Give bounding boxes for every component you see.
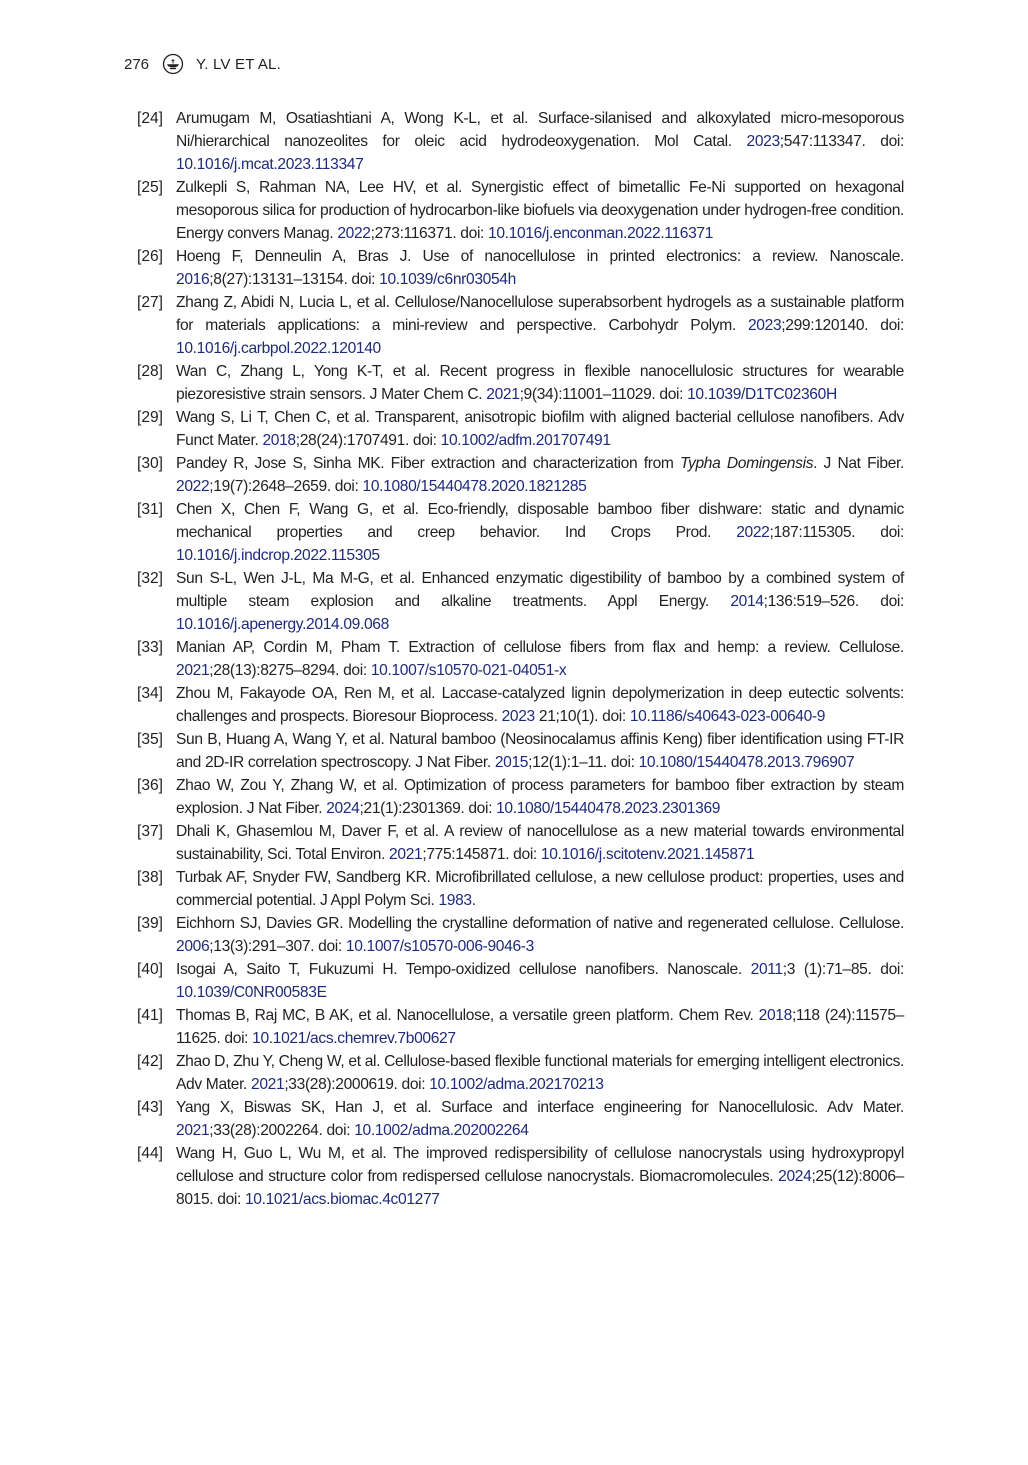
reference-text: ;187:115305. doi: xyxy=(769,524,904,541)
reference-doi-link[interactable]: 10.1039/c6nr03054h xyxy=(379,271,516,288)
reference-year-link[interactable]: 2006 xyxy=(176,938,210,955)
page-number: 276 xyxy=(124,55,150,73)
reference-text: ;28(13):8275–8294. doi: xyxy=(209,662,371,679)
reference-doi-link[interactable]: 10.1039/C0NR00583E xyxy=(176,984,327,1001)
reference-doi-link[interactable]: 10.1007/s10570-006-9046-3 xyxy=(345,938,534,955)
reference-text: ;12(1):1–11. doi: xyxy=(528,754,639,771)
reference-doi-link[interactable]: 10.1080/15440478.2020.1821285 xyxy=(362,478,587,495)
reference-item xyxy=(137,245,904,291)
reference-number: [31] xyxy=(137,501,164,518)
reference-text: 21;10(1). doi: xyxy=(534,708,630,725)
reference-item xyxy=(137,774,904,820)
reference-year-link[interactable]: 2018 xyxy=(758,1007,792,1024)
reference-text: Arumugam M, Osatiashtiani A, Wong K-L, et al. Surface-silanised and alkoxylated micro-mesoporous Ni/hierarchical nanozeolites for oleic acid hydrodeoxygenation. Mol Catal. xyxy=(176,110,904,150)
reference-doi-link[interactable]: 10.1007/s10570-021-04051-x xyxy=(370,662,567,679)
reference-text: Zhou M, Fakayode OA, Ren M, et al. Laccase-catalyzed lignin depolymerization in deep eutectic solvents: challenges and prospects. Bioresour Bioprocess. xyxy=(176,685,904,725)
reference-doi-link[interactable]: 10.1016/j.mcat.2023.113347 xyxy=(176,156,364,173)
reference-item xyxy=(137,291,904,360)
reference-year-link[interactable]: 2024 xyxy=(326,800,360,817)
reference-year-link[interactable]: 2011 xyxy=(750,961,783,978)
reference-item xyxy=(137,176,904,245)
reference-item xyxy=(137,820,904,866)
reference-text: Eichhorn SJ, Davies GR. Modelling the crystalline deformation of native and regenerated cellulose. Cellulose. xyxy=(176,915,904,932)
reference-item xyxy=(137,567,904,636)
reference-text: ;3 (1):71–85. doi: xyxy=(782,961,904,978)
reference-number: [36] xyxy=(137,777,164,794)
reference-doi-link[interactable]: 10.1016/j.indcrop.2022.115305 xyxy=(176,547,380,564)
reference-text: Dhali K, Ghasemlou M, Daver F, et al. A review of nanocellulose as a new material towards environmental sustainability, Sci. Total Environ. xyxy=(176,823,904,863)
reference-item xyxy=(137,1096,904,1142)
reference-doi-link[interactable]: 10.1016/j.apenergy.2014.09.068 xyxy=(176,616,389,633)
reference-year-link[interactable]: 2021 xyxy=(176,662,210,679)
reference-text: Pandey R, Jose S, Sinha MK. Fiber extraction and characterization from xyxy=(176,455,680,472)
reference-text: ;9(34):11001–11029. doi: xyxy=(519,386,688,403)
reference-text: ;299:120140. doi: xyxy=(781,317,905,334)
reference-text: ;136:519–526. doi: xyxy=(763,593,904,610)
reference-year-link[interactable]: 2023 xyxy=(501,708,535,725)
reference-text: . J Nat Fiber. xyxy=(813,455,904,472)
reference-number: [24] xyxy=(137,110,164,127)
reference-text: Zhao D, Zhu Y, Cheng W, et al. Cellulose-based flexible functional materials for emerging intelligent electronics. Adv Mater. xyxy=(176,1053,904,1093)
reference-item xyxy=(137,866,904,912)
reference-item xyxy=(137,1142,904,1211)
reference-text: Wan C, Zhang L, Yong K-T, et al. Recent progress in flexible nanocellulosic structures for wearable piezoresistive strain sensors. J Mater Chem C. xyxy=(176,363,904,403)
reference-text: Chen X, Chen F, Wang G, et al. Eco-friendly, disposable bamboo fiber dishware: static and dynamic mechanical properties and creep behavior. Ind Crops Prod. xyxy=(176,501,904,541)
reference-item xyxy=(137,360,904,406)
reference-number: [33] xyxy=(137,639,164,656)
reference-text: ;13(3):291–307. doi: xyxy=(209,938,346,955)
reference-italic-text: Typha Domingensis xyxy=(679,455,814,472)
reference-item xyxy=(137,498,904,567)
reference-doi-link[interactable]: 10.1021/acs.biomac.4c01277 xyxy=(244,1191,440,1208)
reference-number: [40] xyxy=(137,961,164,978)
reference-text: ;547:113347. doi: xyxy=(779,133,904,150)
reference-year-link[interactable]: 2018 xyxy=(262,432,296,449)
reference-number: [35] xyxy=(137,731,164,748)
reference-text: Hoeng F, Denneulin A, Bras J. Use of nanocellulose in printed electronics: a review. Nanoscale. xyxy=(176,248,904,265)
reference-item xyxy=(137,452,904,498)
reference-text: Yang X, Biswas SK, Han J, et al. Surface and interface engineering for Nanocellulosic. Adv Mater. xyxy=(176,1099,904,1116)
reference-doi-link[interactable]: 10.1021/acs.chemrev.7b00627 xyxy=(252,1030,456,1047)
reference-item xyxy=(137,1050,904,1096)
reference-item xyxy=(137,958,904,1004)
reference-text: ;118 (24):11575–11625. doi: xyxy=(176,1007,904,1047)
reference-text: Zhang Z, Abidi N, Lucia L, et al. Cellulose/Nanocellulose superabsorbent hydrogels as a sustainable platform for materials applications: a mini-review and perspective. Carbohydr Polym. xyxy=(176,294,904,334)
reference-number: [37] xyxy=(137,823,164,840)
reference-number: [32] xyxy=(137,570,164,587)
reference-text: Wang S, Li T, Chen C, et al. Transparent, anisotropic biofilm with aligned bacterial cellulose nanofibers. Adv Funct Mater. xyxy=(176,409,904,449)
reference-year-link[interactable]: 2022 xyxy=(176,478,210,495)
reference-year-link[interactable]: 2024 xyxy=(778,1168,812,1185)
reference-number: [29] xyxy=(137,409,164,426)
reference-item xyxy=(137,912,904,958)
reference-text: Sun S-L, Wen J-L, Ma M-G, et al. Enhanced enzymatic digestibility of bamboo by a combined system of multiple steam explosion and alkaline treatments. Appl Energy. xyxy=(176,570,904,610)
reference-number: [30] xyxy=(137,455,164,472)
reference-number: [43] xyxy=(137,1099,164,1116)
reference-doi-link[interactable]: 10.1002/adma.202170213 xyxy=(429,1076,604,1093)
reference-year-link[interactable]: 2022 xyxy=(736,524,770,541)
reference-text: Sun B, Huang A, Wang Y, et al. Natural bamboo (Neosinocalamus affinis Keng) fiber identification using FT-IR and 2D-IR correlation spectroscopy. J Nat Fiber. xyxy=(176,731,904,771)
reference-year-link[interactable]: 2022 xyxy=(337,225,371,242)
reference-item xyxy=(137,636,904,682)
reference-year-link[interactable]: 2021 xyxy=(251,1076,285,1093)
reference-doi-link[interactable]: 10.1002/adfm.201707491 xyxy=(440,432,611,449)
reference-item xyxy=(137,107,904,176)
reference-number: [41] xyxy=(137,1007,164,1024)
reference-doi-link[interactable]: 10.1016/j.enconman.2022.116371 xyxy=(488,225,714,242)
reference-year-link[interactable]: 2021 xyxy=(486,386,520,403)
reference-text: ;19(7):2648–2659. doi: xyxy=(209,478,363,495)
reference-list xyxy=(137,107,904,1211)
reference-text: Thomas B, Raj MC, B AK, et al. Nanocellulose, a versatile green platform. Chem Rev. xyxy=(176,1007,759,1024)
reference-text: ;33(28):2000619. doi: xyxy=(284,1076,430,1093)
reference-year-link[interactable]: 2016 xyxy=(176,271,210,288)
reference-text: Zulkepli S, Rahman NA, Lee HV, et al. Synergistic effect of bimetallic Fe-Ni supported on hexagonal mesoporous silica for production of hydrocarbon-like biofuels via deoxygenation under hydrogen-free condition. Energy convers Manag. xyxy=(176,179,904,242)
reference-number: [27] xyxy=(137,294,164,311)
reference-text: ;21(1):2301369. doi: xyxy=(359,800,497,817)
page-header xyxy=(124,53,281,75)
reference-text: Turbak AF, Snyder FW, Sandberg KR. Microfibrillated cellulose, a new cellulose product: properties, uses and commercial potential. J Appl Polym Sci. xyxy=(176,869,904,909)
reference-number: [28] xyxy=(137,363,164,380)
reference-doi-link[interactable]: 10.1080/15440478.2013.796907 xyxy=(638,754,855,771)
reference-doi-link[interactable]: 10.1039/D1TC02360H xyxy=(687,386,837,403)
reference-number: [25] xyxy=(137,179,164,196)
reference-text: ;33(28):2002264. doi: xyxy=(209,1122,355,1139)
reference-year-link[interactable]: 1983 xyxy=(438,892,472,909)
reference-year-link[interactable]: 2015 xyxy=(494,754,529,771)
reference-year-link[interactable]: 2023 xyxy=(747,317,782,334)
reference-item xyxy=(137,682,904,728)
reference-number: [44] xyxy=(137,1145,164,1162)
reference-doi-link[interactable]: 10.1002/adma.202002264 xyxy=(354,1122,529,1139)
reference-text: Zhao W, Zou Y, Zhang W, et al. Optimization of process parameters for bamboo fiber extraction by steam explosion. J Nat Fiber. xyxy=(176,777,904,817)
reference-doi-link[interactable]: 10.1080/15440478.2023.2301369 xyxy=(496,800,721,817)
publisher-lamp-icon xyxy=(162,53,184,75)
reference-item xyxy=(137,728,904,774)
reference-year-link[interactable]: 2021 xyxy=(389,846,423,863)
reference-number: [34] xyxy=(137,685,164,702)
reference-item xyxy=(137,1004,904,1050)
reference-text: ;8(27):13131–13154. doi: xyxy=(209,271,380,288)
reference-text: Wang H, Guo L, Wu M, et al. The improved redispersibility of cellulose nanocrystals using hydroxypropyl cellulose and structure color from redispersed cellulose nanocrystals. Biomacromolecules. xyxy=(176,1145,904,1185)
reference-item xyxy=(137,406,904,452)
reference-text: ;28(24):1707491. doi: xyxy=(295,432,441,449)
reference-number: [38] xyxy=(137,869,164,886)
reference-number: [26] xyxy=(137,248,164,265)
reference-text: Isogai A, Saito T, Fukuzumi H. Tempo-oxidized cellulose nanofibers. Nanoscale. xyxy=(176,961,751,978)
reference-text: Manian AP, Cordin M, Pham T. Extraction of cellulose fibers from flax and hemp: a review. Cellulose. xyxy=(176,639,904,656)
reference-doi-link[interactable]: 10.1186/s40643-023-00640-9 xyxy=(629,708,826,725)
reference-text: ;775:145871. doi: xyxy=(422,846,541,863)
reference-year-link[interactable]: 2021 xyxy=(176,1122,210,1139)
reference-number: [39] xyxy=(137,915,164,932)
running-head: Y. LV ET AL. xyxy=(196,55,281,73)
reference-doi-link[interactable]: 10.1016/j.carbpol.2022.120140 xyxy=(176,340,381,357)
reference-year-link[interactable]: 2014 xyxy=(730,593,764,610)
reference-text: ;25(12):8006–8015. doi: xyxy=(176,1168,904,1208)
reference-text: ;273:116371. doi: xyxy=(370,225,489,242)
reference-text: . xyxy=(471,892,476,909)
reference-number: [42] xyxy=(137,1053,164,1070)
reference-year-link[interactable]: 2023 xyxy=(746,133,780,150)
reference-doi-link[interactable]: 10.1016/j.scitotenv.2021.145871 xyxy=(540,846,755,863)
